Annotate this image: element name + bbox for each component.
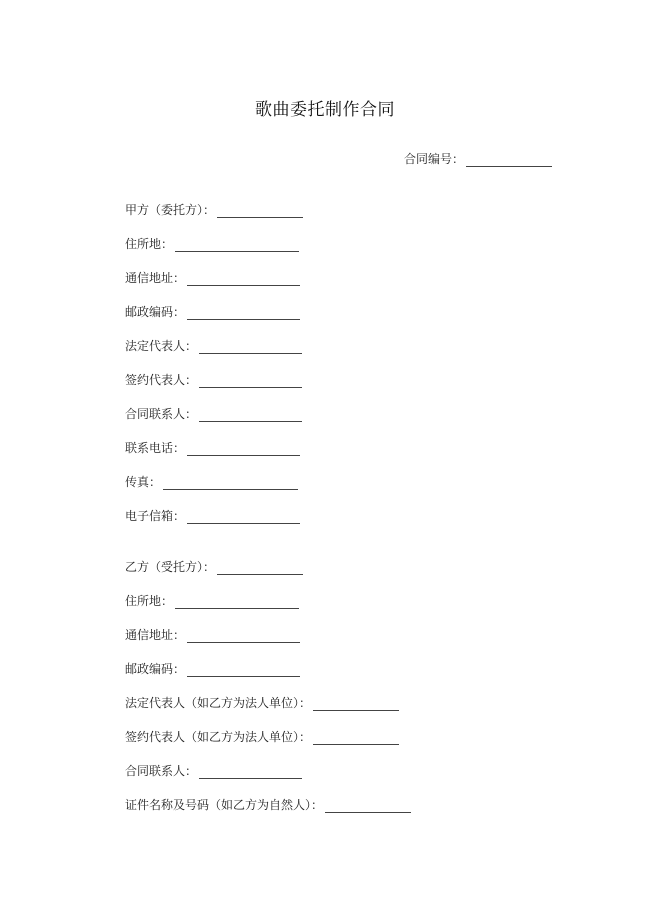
field-label: 法定代表人（如乙方为法人单位）： [125, 696, 312, 710]
party-b-id-field [125, 796, 411, 813]
field-label: 通信地址： [125, 628, 186, 642]
field-label: 传真： [125, 475, 162, 489]
fill-blank[interactable] [187, 442, 300, 456]
party-b-address-field [125, 592, 299, 609]
contract-number-label: 合同编号： [403, 152, 464, 166]
field-label: 联系电话： [125, 441, 186, 455]
party-a-mail-address-field [125, 269, 300, 286]
fill-blank[interactable] [199, 340, 302, 354]
party-a-fax-field [125, 473, 298, 490]
fill-blank[interactable] [187, 272, 300, 286]
fill-blank[interactable] [199, 408, 302, 422]
field-label: 邮政编码： [125, 662, 186, 676]
field-label: 乙方（受托方）： [125, 560, 216, 574]
field-label: 电子信箱： [125, 509, 186, 523]
field-label: 住所地： [125, 594, 174, 608]
document-title: 歌曲委托制作合同 [255, 100, 395, 120]
party-b-name-field [125, 558, 303, 575]
fill-blank[interactable] [217, 561, 303, 575]
field-label: 通信地址： [125, 271, 186, 285]
fill-blank[interactable] [199, 374, 302, 388]
field-label: 住所地： [125, 237, 174, 251]
party-b-legal-rep-field [125, 694, 399, 711]
party-a-email-field [125, 507, 300, 524]
fill-blank[interactable] [199, 765, 302, 779]
fill-blank[interactable] [187, 306, 300, 320]
fill-blank[interactable] [217, 204, 303, 218]
fill-blank[interactable] [175, 238, 299, 252]
field-label: 邮政编码： [125, 305, 186, 319]
field-label: 证件名称及号码（如乙方为自然人）： [125, 798, 324, 812]
contract-number-blank[interactable] [466, 153, 552, 167]
party-a-legal-rep-field [125, 337, 302, 354]
fill-blank[interactable] [187, 510, 300, 524]
fill-blank[interactable] [163, 476, 298, 490]
party-a-name-field [125, 201, 303, 218]
party-a-signing-rep-field [125, 371, 302, 388]
party-b-mail-address-field [125, 626, 300, 643]
party-a-postcode-field [125, 303, 300, 320]
field-label: 合同联系人： [125, 764, 198, 778]
field-label: 签约代表人（如乙方为法人单位）： [125, 730, 312, 744]
fill-blank[interactable] [175, 595, 299, 609]
field-label: 合同联系人： [125, 407, 198, 421]
field-label: 签约代表人： [125, 373, 198, 387]
party-b-postcode-field [125, 660, 300, 677]
party-b-signing-rep-field [125, 728, 399, 745]
party-a-address-field [125, 235, 299, 252]
contract-number-field [404, 150, 552, 167]
party-a-contact-field [125, 405, 302, 422]
fill-blank[interactable] [313, 697, 399, 711]
field-label: 法定代表人： [125, 339, 198, 353]
fill-blank[interactable] [187, 663, 300, 677]
fill-blank[interactable] [325, 799, 411, 813]
party-b-contact-field [125, 762, 302, 779]
fill-blank[interactable] [313, 731, 399, 745]
party-a-phone-field [125, 439, 300, 456]
field-label: 甲方（委托方）： [125, 203, 216, 217]
fill-blank[interactable] [187, 629, 300, 643]
